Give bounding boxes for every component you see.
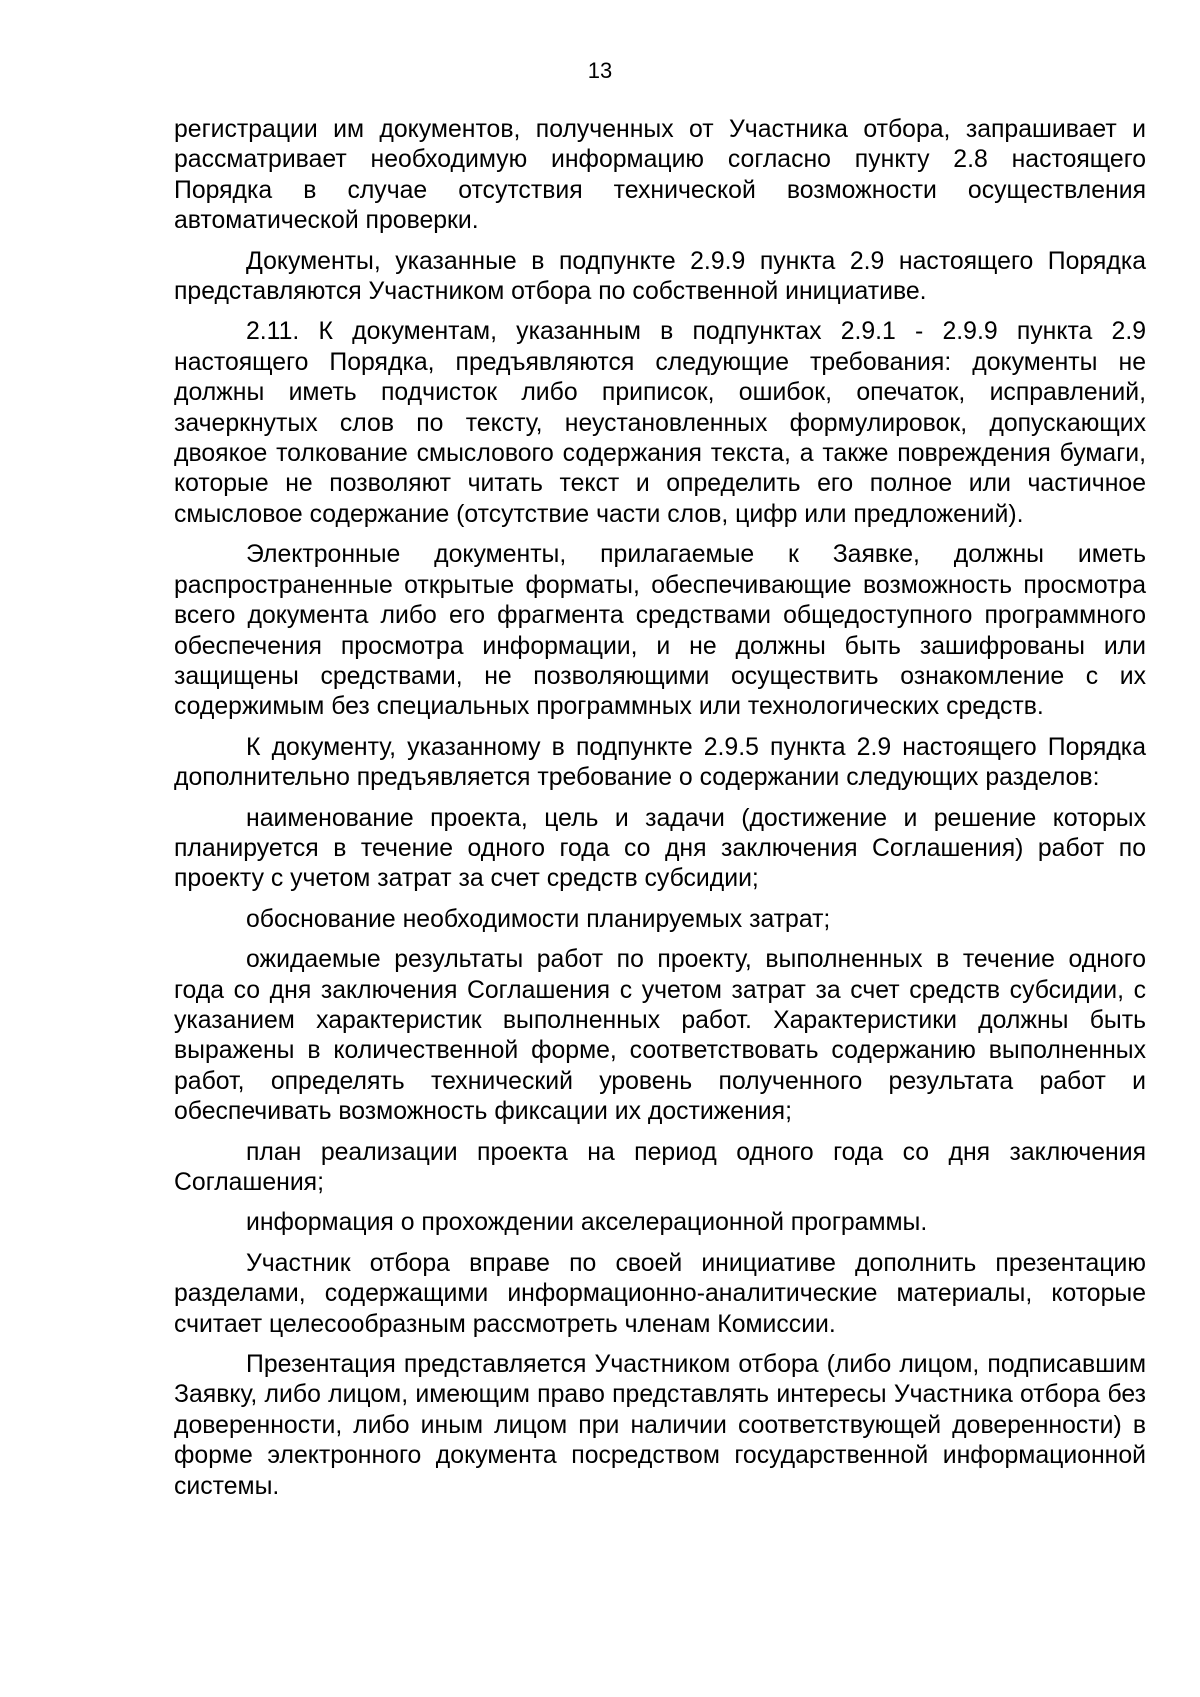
list-item-acceleration-program: информация о прохождении акселерационной программы. — [246, 1209, 928, 1237]
page-number: 13 — [587, 58, 613, 83]
paragraph-clause-2-11: 2.11. К документам, указанным в подпунктах 2.9.1 - 2.9.9 пункта 2.9 настоящего Порядка, предъявляются следующие требования: документы не должны иметь подчисток либо приписок, ошибок, опечаток, исправлений, зачеркнутых слов по тексту, неустановленных формулировок, допускающих двоякое толкование смыслового содержания текста, а также повреждения бумаги, которые не позволяют читать текст и определить его полное или частичное смысловое содержание (отсутствие части слов, цифр или предложений). — [174, 318, 1146, 528]
paragraph-electronic-documents: Электронные документы, прилагаемые к Заявке, должны иметь распространенные открытые форматы, обеспечивающие возможность просмотра всего документа либо его фрагмента средствами общедоступного программного обеспечения просмотра информации, и не должны быть зашифрованы или защищены средствами, не позволяющими осуществить ознакомление с их содержимым без специальных программных или технологических средств. — [174, 541, 1146, 721]
paragraph-presentation-supplement: Участник отбора вправе по своей инициативе дополнить презентацию разделами, содержащими информационно-аналитические материалы, которые считает целесообразным рассмотреть членам Комиссии. — [174, 1249, 1146, 1338]
paragraph-registration-continuation: регистрации им документов, полученных от Участника отбора, запрашивает и рассматривает необходимую информацию согласно пункту 2.8 настоящего Порядка в случае отсутствия технической возможности осуществления автоматической проверки. — [174, 116, 1146, 235]
list-item-cost-justification: обоснование необходимости планируемых затрат; — [246, 905, 831, 933]
list-item-expected-results: ожидаемые результаты работ по проекту, выполненных в течение одного года со дня заключения Соглашения с учетом затрат за счет средств субсидии, с указанием характеристик выполненных работ. Характеристики должны быть выражены в количественной форме, соответствовать содержанию выполненных работ, определять технический уровень полученного результата работ и обеспечивать возможность фиксации их достижения; — [174, 946, 1146, 1126]
list-item-implementation-plan: план реализации проекта на период одного года со дня заключения Соглашения; — [174, 1138, 1146, 1196]
paragraph-documents-2-9-9: Документы, указанные в подпункте 2.9.9 пункта 2.9 настоящего Порядка представляются Участником отбора по собственной инициативе. — [174, 247, 1146, 306]
paragraph-presentation-submission: Презентация представляется Участником отбора (либо лицом, подписавшим Заявку, либо лицом, имеющим право представлять интересы Участника отбора без доверенности, либо иным лицом при наличии соответствующей доверенности) в форме электронного документа посредством государственной информационной системы. — [174, 1351, 1146, 1500]
list-item-project-name: наименование проекта, цель и задачи (достижение и решение которых планируется в течение одного года со дня заключения Соглашения) работ по проекту с учетом затрат за счет средств субсидии; — [174, 804, 1146, 893]
paragraph-document-2-9-5: К документу, указанному в подпункте 2.9.5 пункта 2.9 настоящего Порядка дополнительно предъявляется требование о содержании следующих разделов: — [174, 733, 1146, 792]
document-body — [174, 115, 1146, 1512]
